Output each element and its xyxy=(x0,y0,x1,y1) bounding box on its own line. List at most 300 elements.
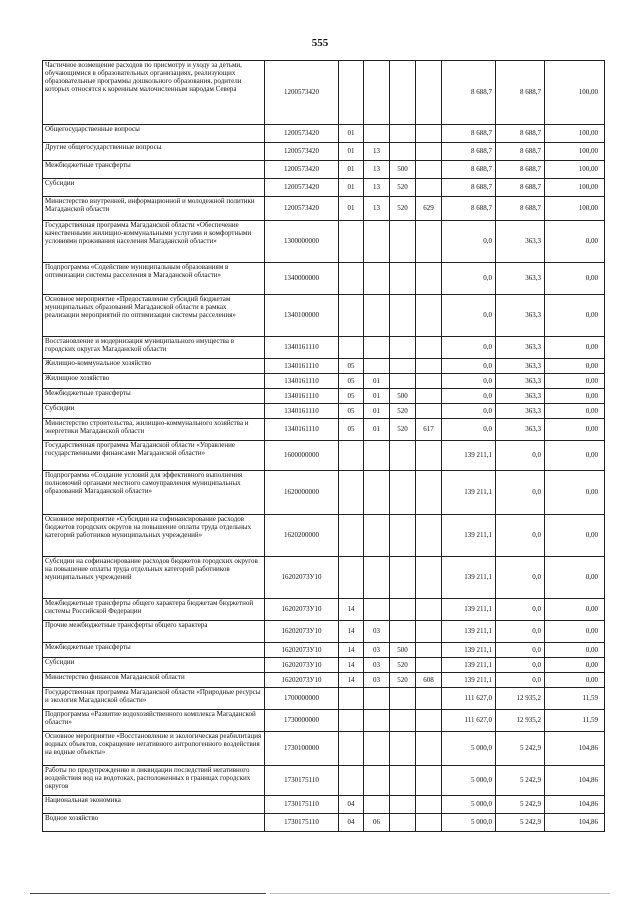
cell-csr: 16202073У10 xyxy=(265,643,339,658)
cell-name: Подпрограмма «Содействие муниципальным образованиям в оптимизации системы расселения в Магаданской области» xyxy=(43,263,265,295)
cell-vr: 500 xyxy=(390,643,416,658)
cell-pct: 0,00 xyxy=(545,599,605,621)
cell-name: Министерство строительства, жилищно-коммунального хозяйства и энергетики Магаданской области xyxy=(43,419,265,441)
table-body xyxy=(43,61,605,832)
cell-sec: 04 xyxy=(339,796,364,814)
table-row xyxy=(43,295,605,337)
cell-sub: 03 xyxy=(364,621,390,643)
cell-gr xyxy=(416,125,442,143)
cell-name: Частичное возмещение расходов по присмотру и уходу за детьми, обучающимися в образовательных организациях, реализующих образовательные программы дошкольного образования, родители которых относятся к коренным малочисленным народам Севера xyxy=(43,61,265,125)
cell-exec: 363,3 xyxy=(496,263,545,295)
cell-name: Межбюджетные трансферты xyxy=(43,161,265,179)
cell-sec xyxy=(339,710,364,732)
cell-vr xyxy=(390,471,416,515)
cell-pct: 100,00 xyxy=(545,179,605,197)
table-row xyxy=(43,404,605,419)
cell-sub: 13 xyxy=(364,161,390,179)
cell-pct: 100,00 xyxy=(545,143,605,161)
cell-exec: 12 935,2 xyxy=(496,688,545,710)
cell-plan: 139 211,1 xyxy=(442,441,496,471)
cell-csr: 1340161110 xyxy=(265,389,339,404)
cell-sec xyxy=(339,441,364,471)
table-row xyxy=(43,419,605,441)
cell-gr xyxy=(416,143,442,161)
cell-sub: 03 xyxy=(364,673,390,688)
table-row xyxy=(43,688,605,710)
cell-vr xyxy=(390,688,416,710)
table-row xyxy=(43,471,605,515)
cell-exec: 363,3 xyxy=(496,389,545,404)
cell-name: Водное хозяйство xyxy=(43,814,265,832)
cell-exec: 363,3 xyxy=(496,221,545,263)
cell-sec xyxy=(339,61,364,125)
cell-sub xyxy=(364,710,390,732)
cell-plan: 5 000,0 xyxy=(442,796,496,814)
cell-csr: 1340161110 xyxy=(265,337,339,359)
cell-vr xyxy=(390,796,416,814)
table-row xyxy=(43,441,605,471)
cell-sub: 01 xyxy=(364,374,390,389)
cell-gr xyxy=(416,515,442,557)
cell-name: Прочие межбюджетные трансферты общего характера xyxy=(43,621,265,643)
cell-exec: 5 242,9 xyxy=(496,796,545,814)
cell-vr xyxy=(390,814,416,832)
cell-pct: 0,00 xyxy=(545,557,605,599)
cell-plan: 5 000,0 xyxy=(442,732,496,766)
cell-gr xyxy=(416,710,442,732)
cell-pct: 100,00 xyxy=(545,161,605,179)
cell-exec: 0,0 xyxy=(496,621,545,643)
cell-csr: 1730175110 xyxy=(265,766,339,796)
cell-name: Основное мероприятие «Предоставление субсидий бюджетам муниципальных образований Магаданской области в рамках реализации мероприятий по оптимизации системы расселения» xyxy=(43,295,265,337)
cell-csr: 1200573420 xyxy=(265,143,339,161)
cell-name: Национальная экономика xyxy=(43,796,265,814)
cell-plan: 0,0 xyxy=(442,389,496,404)
cell-sec: 04 xyxy=(339,814,364,832)
cell-pct: 0,00 xyxy=(545,404,605,419)
cell-sec xyxy=(339,471,364,515)
cell-vr xyxy=(390,221,416,263)
cell-sub xyxy=(364,766,390,796)
cell-sub: 01 xyxy=(364,389,390,404)
cell-plan: 8 688,7 xyxy=(442,179,496,197)
cell-vr xyxy=(390,621,416,643)
table-row xyxy=(43,179,605,197)
cell-name: Межбюджетные трансферты общего характера бюджетам бюджетной системы Российской Федерации xyxy=(43,599,265,621)
cell-name: Государственная программа Магаданской области «Обеспечение качественными жилищно-коммунальными услугами и комфортными условиями проживания населения Магаданской области» xyxy=(43,221,265,263)
cell-name: Общегосударственные вопросы xyxy=(43,125,265,143)
cell-name: Государственная программа Магаданской области «Управление государственными финансами Магаданской области» xyxy=(43,441,265,471)
cell-gr xyxy=(416,374,442,389)
cell-sec: 14 xyxy=(339,599,364,621)
cell-pct: 104,86 xyxy=(545,732,605,766)
cell-vr xyxy=(390,557,416,599)
cell-plan: 8 688,7 xyxy=(442,197,496,221)
cell-gr xyxy=(416,161,442,179)
cell-exec: 0,0 xyxy=(496,643,545,658)
cell-exec: 5 242,9 xyxy=(496,732,545,766)
cell-name: Подпрограмма «Развитие водохозяйственного комплекса Магаданской области» xyxy=(43,710,265,732)
cell-gr xyxy=(416,621,442,643)
cell-csr: 1200573420 xyxy=(265,197,339,221)
cell-exec: 363,3 xyxy=(496,404,545,419)
cell-sub xyxy=(364,441,390,471)
cell-csr: 1340161110 xyxy=(265,404,339,419)
cell-gr xyxy=(416,221,442,263)
cell-vr: 520 xyxy=(390,658,416,673)
cell-vr xyxy=(390,263,416,295)
table-row xyxy=(43,389,605,404)
cell-gr xyxy=(416,441,442,471)
cell-name: Министерство внутренней, информационной и молодежной политики Магаданской области xyxy=(43,197,265,221)
cell-plan: 139 211,1 xyxy=(442,471,496,515)
cell-plan: 0,0 xyxy=(442,374,496,389)
cell-plan: 0,0 xyxy=(442,295,496,337)
cell-csr: 1700000000 xyxy=(265,688,339,710)
cell-csr: 16202073У10 xyxy=(265,599,339,621)
cell-sec: 05 xyxy=(339,359,364,374)
cell-pct: 11,59 xyxy=(545,710,605,732)
cell-plan: 139 211,1 xyxy=(442,658,496,673)
cell-sub xyxy=(364,599,390,621)
cell-sub xyxy=(364,732,390,766)
cell-exec: 363,3 xyxy=(496,359,545,374)
cell-name: Субсидии на софинансирование расходов бюджетов городских округов на повышение оплаты труда отдельных категорий работников муниципальных учреждений xyxy=(43,557,265,599)
cell-gr xyxy=(416,389,442,404)
cell-gr xyxy=(416,688,442,710)
cell-gr xyxy=(416,61,442,125)
cell-gr xyxy=(416,766,442,796)
table-row xyxy=(43,374,605,389)
cell-csr: 1300000000 xyxy=(265,221,339,263)
cell-name: Жилищное хозяйство xyxy=(43,374,265,389)
cell-vr xyxy=(390,710,416,732)
table-row xyxy=(43,557,605,599)
cell-sec: 14 xyxy=(339,673,364,688)
cell-exec: 0,0 xyxy=(496,557,545,599)
cell-exec: 8 688,7 xyxy=(496,61,545,125)
cell-sub xyxy=(364,263,390,295)
cell-csr: 1340161110 xyxy=(265,419,339,441)
cell-exec: 8 688,7 xyxy=(496,125,545,143)
cell-vr xyxy=(390,125,416,143)
cell-pct: 0,00 xyxy=(545,643,605,658)
cell-exec: 0,0 xyxy=(496,673,545,688)
cell-name: Межбюджетные трансферты xyxy=(43,643,265,658)
cell-exec: 363,3 xyxy=(496,295,545,337)
cell-exec: 363,3 xyxy=(496,374,545,389)
cell-exec: 0,0 xyxy=(496,599,545,621)
cell-pct: 0,00 xyxy=(545,515,605,557)
cell-csr: 1200573420 xyxy=(265,61,339,125)
cell-csr: 16202073У10 xyxy=(265,658,339,673)
cell-plan: 0,0 xyxy=(442,359,496,374)
cell-sub xyxy=(364,221,390,263)
cell-pct: 0,00 xyxy=(545,295,605,337)
cell-vr xyxy=(390,732,416,766)
cell-vr xyxy=(390,441,416,471)
cell-sec: 14 xyxy=(339,643,364,658)
cell-plan: 8 688,7 xyxy=(442,161,496,179)
cell-sec xyxy=(339,557,364,599)
cell-sub: 03 xyxy=(364,658,390,673)
cell-sec: 14 xyxy=(339,658,364,673)
cell-sec xyxy=(339,732,364,766)
table-row xyxy=(43,515,605,557)
cell-gr: 629 xyxy=(416,197,442,221)
cell-vr: 520 xyxy=(390,673,416,688)
cell-sec xyxy=(339,295,364,337)
cell-exec: 0,0 xyxy=(496,658,545,673)
cell-plan: 8 688,7 xyxy=(442,61,496,125)
cell-sec: 14 xyxy=(339,621,364,643)
cell-vr xyxy=(390,295,416,337)
table-row xyxy=(43,658,605,673)
cell-name: Министерство финансов Магаданской области xyxy=(43,673,265,688)
cell-exec: 12 935,2 xyxy=(496,710,545,732)
cell-vr xyxy=(390,515,416,557)
cell-vr: 500 xyxy=(390,389,416,404)
cell-vr xyxy=(390,599,416,621)
cell-gr xyxy=(416,599,442,621)
cell-csr: 1200573420 xyxy=(265,161,339,179)
cell-pct: 0,00 xyxy=(545,658,605,673)
cell-plan: 0,0 xyxy=(442,404,496,419)
cell-sec xyxy=(339,515,364,557)
cell-csr: 1600000000 xyxy=(265,441,339,471)
cell-sec: 05 xyxy=(339,389,364,404)
cell-gr xyxy=(416,814,442,832)
cell-gr xyxy=(416,359,442,374)
cell-csr: 16202073У10 xyxy=(265,673,339,688)
footer-rule-faint xyxy=(270,893,610,894)
cell-pct: 0,00 xyxy=(545,419,605,441)
cell-vr xyxy=(390,374,416,389)
cell-sec: 01 xyxy=(339,179,364,197)
cell-gr xyxy=(416,557,442,599)
cell-sub xyxy=(364,359,390,374)
cell-pct: 100,00 xyxy=(545,125,605,143)
cell-pct: 100,00 xyxy=(545,61,605,125)
cell-csr: 1340000000 xyxy=(265,263,339,295)
cell-plan: 8 688,7 xyxy=(442,143,496,161)
cell-plan: 111 627,0 xyxy=(442,710,496,732)
table-row xyxy=(43,197,605,221)
table-row xyxy=(43,143,605,161)
cell-name: Основное мероприятие «Восстановление и экологическая реабилитация водных объектов, сокращение негативного антропогенного воздействия на водные объекты» xyxy=(43,732,265,766)
cell-name: Основное мероприятие «Субсидии на софинансирование расходов бюджетов городских округов на повышение оплаты труда отдельных категорий работников муниципальных учреждений» xyxy=(43,515,265,557)
cell-sub: 01 xyxy=(364,404,390,419)
cell-vr xyxy=(390,766,416,796)
cell-csr: 1620000000 xyxy=(265,471,339,515)
cell-pct: 0,00 xyxy=(545,263,605,295)
cell-csr: 16202073У10 xyxy=(265,557,339,599)
cell-vr: 520 xyxy=(390,404,416,419)
cell-sub xyxy=(364,337,390,359)
cell-plan: 139 211,1 xyxy=(442,557,496,599)
footer-rule xyxy=(30,893,266,894)
cell-csr: 1200573420 xyxy=(265,179,339,197)
cell-exec: 5 242,9 xyxy=(496,766,545,796)
cell-csr: 1340161110 xyxy=(265,359,339,374)
cell-name: Субсидии xyxy=(43,658,265,673)
cell-plan: 8 688,7 xyxy=(442,125,496,143)
cell-exec: 5 242,9 xyxy=(496,814,545,832)
cell-plan: 139 211,1 xyxy=(442,599,496,621)
cell-pct: 100,00 xyxy=(545,197,605,221)
cell-exec: 8 688,7 xyxy=(496,179,545,197)
cell-sec xyxy=(339,221,364,263)
cell-pct: 0,00 xyxy=(545,359,605,374)
cell-pct: 0,00 xyxy=(545,389,605,404)
cell-csr: 1340161110 xyxy=(265,374,339,389)
cell-sub xyxy=(364,557,390,599)
cell-sub xyxy=(364,125,390,143)
cell-sub: 13 xyxy=(364,179,390,197)
table-row xyxy=(43,673,605,688)
cell-csr: 1730175110 xyxy=(265,796,339,814)
table-row xyxy=(43,643,605,658)
cell-sub: 06 xyxy=(364,814,390,832)
cell-name: Другие общегосударственные вопросы xyxy=(43,143,265,161)
table-row xyxy=(43,263,605,295)
cell-vr xyxy=(390,359,416,374)
cell-name: Подпрограмма «Создание условий для эффективного выполнения полномочий органами местного самоуправления муниципальных образований Магаданской области» xyxy=(43,471,265,515)
cell-name: Государственная программа Магаданской области «Природные ресурсы и экология Магаданской области» xyxy=(43,688,265,710)
cell-name: Субсидии xyxy=(43,404,265,419)
cell-sec xyxy=(339,337,364,359)
cell-csr: 1620200000 xyxy=(265,515,339,557)
cell-sub: 13 xyxy=(364,143,390,161)
cell-pct: 104,86 xyxy=(545,814,605,832)
cell-gr xyxy=(416,404,442,419)
table-row xyxy=(43,599,605,621)
cell-gr xyxy=(416,179,442,197)
cell-sub xyxy=(364,295,390,337)
cell-vr: 520 xyxy=(390,197,416,221)
cell-exec: 363,3 xyxy=(496,419,545,441)
cell-sub: 01 xyxy=(364,419,390,441)
cell-exec: 8 688,7 xyxy=(496,161,545,179)
cell-pct: 0,00 xyxy=(545,374,605,389)
table-row xyxy=(43,766,605,796)
cell-plan: 5 000,0 xyxy=(442,814,496,832)
cell-plan: 111 627,0 xyxy=(442,688,496,710)
cell-sub xyxy=(364,515,390,557)
table-row xyxy=(43,61,605,125)
cell-vr xyxy=(390,61,416,125)
cell-gr: 608 xyxy=(416,673,442,688)
cell-csr: 16202073У10 xyxy=(265,621,339,643)
cell-plan: 139 211,1 xyxy=(442,673,496,688)
cell-pct: 0,00 xyxy=(545,441,605,471)
cell-sec: 01 xyxy=(339,197,364,221)
cell-sub xyxy=(364,61,390,125)
table-row xyxy=(43,710,605,732)
cell-sub xyxy=(364,471,390,515)
cell-sec: 01 xyxy=(339,143,364,161)
cell-pct: 0,00 xyxy=(545,337,605,359)
cell-exec: 8 688,7 xyxy=(496,143,545,161)
cell-vr: 520 xyxy=(390,419,416,441)
cell-csr: 1730175110 xyxy=(265,814,339,832)
cell-sec: 05 xyxy=(339,419,364,441)
cell-exec: 363,3 xyxy=(496,337,545,359)
cell-csr: 1340100000 xyxy=(265,295,339,337)
cell-sec: 05 xyxy=(339,374,364,389)
cell-vr xyxy=(390,143,416,161)
table-row xyxy=(43,732,605,766)
cell-gr xyxy=(416,263,442,295)
cell-gr xyxy=(416,295,442,337)
cell-sec: 05 xyxy=(339,404,364,419)
cell-name: Восстановление и модернизация муниципального имущества в городских округах Магаданской области xyxy=(43,337,265,359)
table-row xyxy=(43,125,605,143)
table-row xyxy=(43,161,605,179)
cell-plan: 0,0 xyxy=(442,419,496,441)
page-number: 555 xyxy=(311,37,329,49)
cell-sec: 01 xyxy=(339,125,364,143)
table-row xyxy=(43,621,605,643)
cell-plan: 0,0 xyxy=(442,337,496,359)
cell-exec: 8 688,7 xyxy=(496,197,545,221)
table-row xyxy=(43,814,605,832)
cell-sub xyxy=(364,796,390,814)
cell-plan: 139 211,1 xyxy=(442,621,496,643)
cell-gr xyxy=(416,658,442,673)
cell-gr xyxy=(416,471,442,515)
cell-exec: 0,0 xyxy=(496,515,545,557)
cell-plan: 139 211,1 xyxy=(442,515,496,557)
cell-csr: 1730100000 xyxy=(265,732,339,766)
cell-csr: 1730000000 xyxy=(265,710,339,732)
cell-exec: 0,0 xyxy=(496,441,545,471)
cell-sec xyxy=(339,766,364,796)
cell-name: Межбюджетные трансферты xyxy=(43,389,265,404)
cell-pct: 0,00 xyxy=(545,621,605,643)
cell-plan: 0,0 xyxy=(442,221,496,263)
cell-plan: 0,0 xyxy=(442,263,496,295)
cell-pct: 104,86 xyxy=(545,766,605,796)
cell-sec xyxy=(339,263,364,295)
cell-pct: 104,86 xyxy=(545,796,605,814)
cell-exec: 0,0 xyxy=(496,471,545,515)
cell-csr: 1200573420 xyxy=(265,125,339,143)
cell-gr xyxy=(416,643,442,658)
budget-table xyxy=(42,60,605,832)
cell-plan: 5 000,0 xyxy=(442,766,496,796)
cell-name: Субсидии xyxy=(43,179,265,197)
cell-sec: 01 xyxy=(339,161,364,179)
cell-vr xyxy=(390,337,416,359)
cell-gr xyxy=(416,796,442,814)
cell-pct: 0,00 xyxy=(545,471,605,515)
cell-sub xyxy=(364,688,390,710)
cell-name: Работы по предупреждению и ликвидации последствий негативного воздействия вод на водотоках, расположенных в границах городских округов xyxy=(43,766,265,796)
cell-gr xyxy=(416,337,442,359)
cell-gr xyxy=(416,732,442,766)
cell-vr: 500 xyxy=(390,161,416,179)
cell-pct: 0,00 xyxy=(545,221,605,263)
table-row xyxy=(43,337,605,359)
cell-name: Жилищно-коммунальное хозяйство xyxy=(43,359,265,374)
cell-vr: 520 xyxy=(390,179,416,197)
cell-pct: 11,59 xyxy=(545,688,605,710)
cell-plan: 139 211,1 xyxy=(442,643,496,658)
table-row xyxy=(43,796,605,814)
cell-pct: 0,00 xyxy=(545,673,605,688)
cell-sec xyxy=(339,688,364,710)
